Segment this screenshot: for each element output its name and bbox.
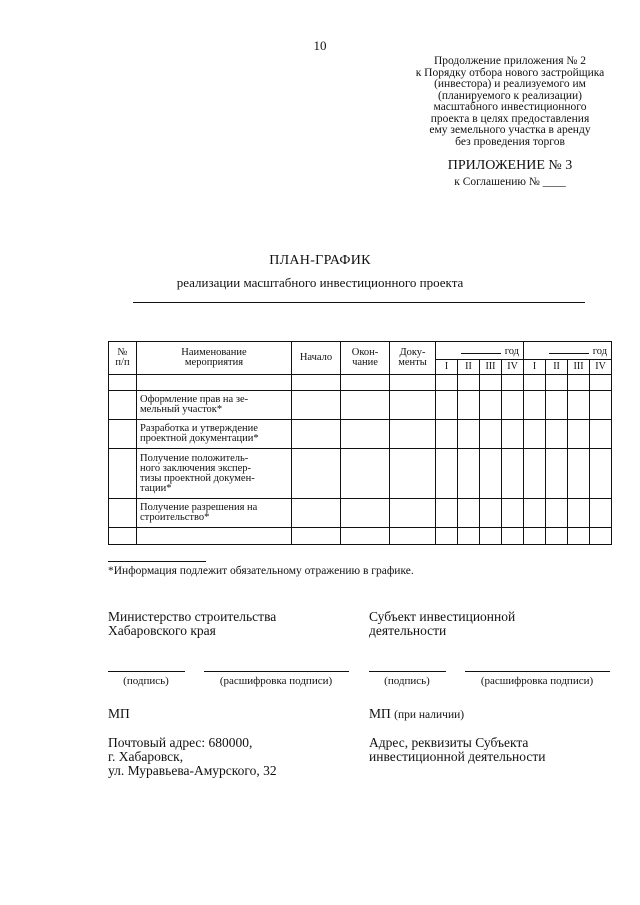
project-name-line	[133, 302, 585, 303]
activity-line: строительство*	[140, 512, 210, 523]
continuation-line: Продолжение приложения № 2	[433, 55, 587, 67]
appendix-title: ПРИЛОЖЕНИЕ № 3	[447, 158, 573, 173]
table-row	[109, 528, 612, 545]
activity-line: проектной документации*	[140, 433, 259, 444]
quarter-header: III	[568, 360, 590, 375]
footnote-separator	[108, 561, 206, 562]
activity-line: ного заключения экспер-	[140, 462, 252, 474]
header-text: Доку-	[399, 347, 426, 358]
document-subtitle: реализации масштабного инвестиционного проекта	[176, 275, 464, 290]
left-signature-line	[108, 671, 185, 672]
continuation-line: (планируемого к реализации)	[437, 89, 582, 102]
document-title: ПЛАН-ГРАФИК	[269, 253, 371, 268]
address-line: инвестиционной деятельности	[369, 749, 546, 764]
quarter-header: I	[524, 360, 546, 375]
col-header-year-1	[436, 342, 524, 360]
left-address	[108, 736, 277, 778]
table-row	[109, 391, 612, 420]
continuation-line: ему земельного участка в аренду	[429, 124, 591, 136]
activity-line: Получение положитель-	[140, 452, 249, 464]
activity-name	[137, 391, 292, 420]
stamp-note: (при наличии)	[394, 709, 465, 721]
quarter-header: I	[436, 360, 458, 375]
year-label: год	[504, 345, 520, 357]
org-line: Субъект инвестиционной	[369, 609, 516, 624]
table-row	[109, 449, 612, 499]
schedule-table	[108, 341, 612, 545]
year-blank	[461, 345, 501, 354]
year-label: год	[592, 345, 608, 357]
left-decode-label: (расшифровка подписи)	[219, 675, 333, 687]
page-number: 10	[313, 38, 327, 53]
quarter-header: II	[458, 360, 480, 375]
quarter-header: II	[546, 360, 568, 375]
table-row	[109, 375, 612, 391]
header-text: мероприятия	[184, 357, 244, 368]
table-row	[109, 499, 612, 528]
col-header-start: Начало	[292, 342, 341, 375]
left-party-org	[108, 610, 276, 638]
agreement-reference: к Соглашению № ____	[454, 176, 566, 188]
address-line: г. Хабаровск,	[108, 749, 184, 764]
activity-line: Оформление прав на зе-	[140, 394, 249, 405]
quarter-header: IV	[502, 360, 524, 375]
continuation-line: проекта в целях предоставления	[430, 112, 590, 125]
left-decode-line	[204, 671, 349, 672]
right-party-org	[369, 610, 515, 638]
col-header-name	[137, 342, 292, 375]
header-text: менты	[398, 357, 427, 368]
activity-name	[137, 420, 292, 449]
right-signature-label: (подпись)	[384, 675, 430, 687]
continuation-note	[390, 56, 630, 148]
quarter-header: IV	[590, 360, 612, 375]
header-text: Окон-	[351, 347, 379, 358]
continuation-line: (инвестора) и реализуемого им	[434, 78, 586, 90]
activity-name	[137, 449, 292, 499]
activity-name	[137, 499, 292, 528]
table-row	[109, 420, 612, 449]
quarter-header: III	[480, 360, 502, 375]
activity-line: тизы проектной докумен-	[140, 472, 255, 484]
activity-line: Разработка и утверждение	[140, 423, 258, 434]
footnote: *Информация подлежит обязательному отражению в графике.	[108, 565, 414, 577]
address-line: ул. Муравьева-Амурского, 32	[108, 763, 277, 778]
activity-line: тации*	[140, 482, 172, 494]
activity-line: мельный участок*	[140, 404, 223, 415]
table-header-row	[109, 342, 612, 360]
left-signature-label: (подпись)	[123, 675, 169, 687]
address-line: Почтовый адрес: 680000,	[108, 735, 253, 750]
right-address	[369, 736, 545, 764]
continuation-line: без проведения торгов	[455, 135, 565, 148]
left-stamp: МП	[108, 706, 130, 721]
year-blank	[549, 345, 589, 354]
header-text: п/п	[115, 357, 130, 368]
header-text: чание	[352, 357, 378, 368]
org-line: Хабаровского края	[108, 623, 216, 638]
address-line: Адрес, реквизиты Субъекта	[369, 735, 529, 750]
col-header-documents	[390, 342, 436, 375]
continuation-line: к Порядку отбора нового застройщика	[415, 66, 605, 79]
right-decode-label: (расшифровка подписи)	[480, 675, 594, 687]
col-header-number	[109, 342, 137, 375]
org-line: Министерство строительства	[108, 609, 277, 624]
header-text: №	[117, 347, 128, 358]
activity-line: Получение разрешения на	[140, 502, 258, 513]
col-header-end	[341, 342, 390, 375]
header-text: Наименование	[181, 347, 247, 358]
right-decode-line	[465, 671, 610, 672]
right-stamp	[369, 707, 464, 722]
stamp-label: МП	[369, 706, 391, 721]
org-line: деятельности	[369, 623, 447, 638]
continuation-line: масштабного инвестиционного	[433, 101, 587, 113]
right-signature-line	[369, 671, 446, 672]
col-header-year-2	[524, 342, 612, 360]
